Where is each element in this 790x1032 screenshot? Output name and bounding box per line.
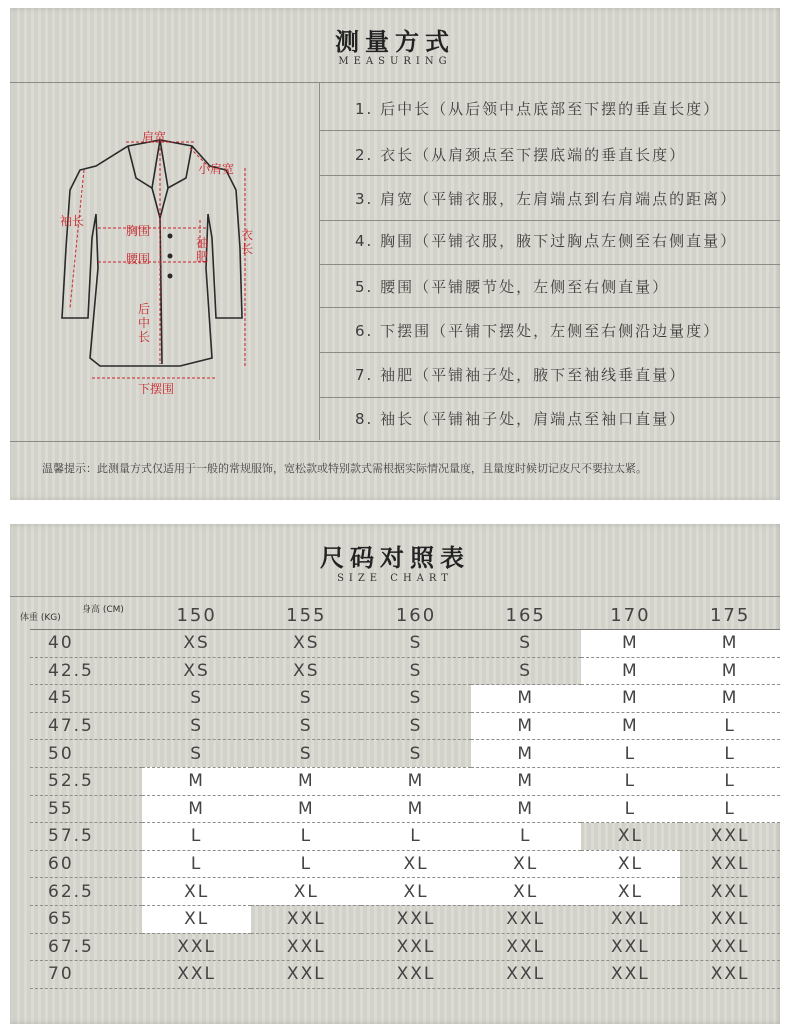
size-cell: XL: [581, 850, 681, 878]
size-cell: M: [251, 767, 361, 795]
table-row: [30, 740, 780, 768]
size-cell: XXL: [361, 961, 471, 989]
size-cell: S: [361, 740, 471, 768]
table-row: [30, 933, 780, 961]
size-cell: XL: [581, 878, 681, 906]
size-cell: S: [361, 630, 471, 658]
table-row: [30, 961, 780, 989]
label-back-3: 长: [138, 330, 151, 344]
height-col: 175: [680, 601, 780, 630]
size-cell: L: [680, 767, 780, 795]
size-cell: XXL: [680, 961, 780, 989]
weight-cell: 42.5: [30, 657, 142, 685]
size-cell: L: [142, 823, 252, 851]
size-cell: M: [680, 685, 780, 713]
size-cell: L: [581, 740, 681, 768]
size-cell: XL: [471, 850, 581, 878]
size-chart-panel: [10, 524, 780, 1024]
size-cell: M: [581, 685, 681, 713]
size-cell: S: [361, 657, 471, 685]
weight-cell: 47.5: [30, 712, 142, 740]
size-cell: XS: [251, 630, 361, 658]
label-sleeve-length: 袖长: [60, 214, 85, 228]
table-row: [30, 905, 780, 933]
size-cell: XS: [142, 630, 252, 658]
size-cell: L: [581, 767, 681, 795]
table-row: [30, 795, 780, 823]
measure-item: 6. 下摆围（平铺下摆处，左侧至右侧沿边量度）: [355, 322, 721, 340]
label-chest: 胸围: [126, 224, 151, 238]
size-cell: XXL: [361, 905, 471, 933]
size-cell: M: [471, 685, 581, 713]
weight-cell: 65: [30, 905, 142, 933]
table-row: [30, 850, 780, 878]
size-cell: L: [251, 823, 361, 851]
table-row: [30, 630, 780, 658]
size-cell: XXL: [471, 961, 581, 989]
label-sleeve-width-1: 袖: [196, 236, 209, 250]
size-cell: XXL: [471, 905, 581, 933]
size-cell: XXL: [142, 961, 252, 989]
measure-item: 3. 肩宽（平铺衣服，左肩端点到右肩端点的距离）: [355, 190, 738, 208]
label-waist: 腰围: [126, 252, 151, 266]
weight-cell: 67.5: [30, 933, 142, 961]
table-row: [30, 712, 780, 740]
label-back-2: 中: [138, 316, 151, 330]
size-cell: M: [471, 740, 581, 768]
size-cell: M: [581, 712, 681, 740]
measuring-panel: [10, 8, 780, 500]
size-cell: S: [251, 712, 361, 740]
size-cell: S: [361, 712, 471, 740]
size-cell: XXL: [680, 933, 780, 961]
size-cell: XXL: [142, 933, 252, 961]
size-cell: XXL: [251, 905, 361, 933]
height-col: 160: [361, 601, 471, 630]
label-length-1: 衣: [241, 228, 254, 242]
size-cell: S: [471, 630, 581, 658]
size-cell: M: [361, 795, 471, 823]
size-cell: L: [680, 740, 780, 768]
table-row: [30, 823, 780, 851]
height-col: 155: [251, 601, 361, 630]
measure-item: 8. 袖长（平铺袖子处，肩端点至袖口直量）: [355, 410, 687, 428]
weight-cell: 55: [30, 795, 142, 823]
size-cell: M: [581, 657, 681, 685]
size-cell: XXL: [581, 905, 681, 933]
size-cell: S: [142, 685, 252, 713]
size-cell: M: [680, 630, 780, 658]
size-cell: XXL: [680, 823, 780, 851]
size-cell: L: [251, 850, 361, 878]
weight-cell: 62.5: [30, 878, 142, 906]
tip-text: 温馨提示：此测量方式仅适用于一般的常规服饰，宽松款或特别款式需根据实际情况量度，且量度时候切记皮尺不要拉太紧。: [42, 462, 647, 475]
measure-item: 4. 胸围（平铺衣服，腋下过胸点左侧至右侧直量）: [355, 232, 738, 250]
table-row: [30, 767, 780, 795]
size-cell: XXL: [471, 933, 581, 961]
label-shoulder: 肩宽: [142, 130, 167, 144]
size-cell: XS: [251, 657, 361, 685]
size-cell: XL: [142, 878, 252, 906]
size-chart-subtitle: SIZE CHART: [337, 573, 453, 584]
size-cell: L: [471, 823, 581, 851]
weight-cell: 45: [30, 685, 142, 713]
weight-cell: 52.5: [30, 767, 142, 795]
label-back-1: 后: [138, 302, 151, 316]
size-cell: XL: [581, 823, 681, 851]
size-cell: L: [361, 823, 471, 851]
table-row: [30, 878, 780, 906]
size-cell: S: [251, 740, 361, 768]
label-sleeve-width-2: 肥: [196, 250, 209, 264]
table-header-row: [30, 601, 780, 630]
size-cell: XXL: [680, 878, 780, 906]
size-cell: S: [142, 740, 252, 768]
size-cell: XXL: [680, 905, 780, 933]
size-cell: M: [471, 767, 581, 795]
size-cell: XXL: [251, 933, 361, 961]
measuring-subtitle: MEASURING: [338, 56, 452, 67]
size-cell: M: [142, 767, 252, 795]
measuring-title: 测量方式: [335, 27, 455, 56]
size-cell: M: [680, 657, 780, 685]
weight-cell: 57.5: [30, 823, 142, 851]
size-cell: XL: [361, 878, 471, 906]
height-col: 150: [142, 601, 252, 630]
label-hem: 下摆围: [138, 382, 175, 396]
size-cell: XL: [142, 905, 252, 933]
size-cell: XXL: [361, 933, 471, 961]
measure-item: 2. 衣长（从肩颈点至下摆底端的垂直长度）: [355, 146, 687, 164]
weight-cell: 40: [30, 630, 142, 658]
size-cell: L: [680, 712, 780, 740]
size-cell: M: [471, 795, 581, 823]
label-small-shoulder: 小肩宽: [198, 162, 235, 176]
label-length-2: 长: [241, 242, 254, 256]
table-row: [30, 685, 780, 713]
size-cell: XXL: [251, 961, 361, 989]
weight-cell: 60: [30, 850, 142, 878]
divider: [10, 82, 780, 83]
weight-cell: 70: [30, 961, 142, 989]
size-cell: XXL: [680, 850, 780, 878]
size-cell: XXL: [581, 961, 681, 989]
size-cell: M: [361, 767, 471, 795]
size-cell: M: [251, 795, 361, 823]
size-cell: S: [251, 685, 361, 713]
height-col: 170: [581, 601, 681, 630]
weight-header: 体重 (KG): [20, 613, 61, 623]
size-cell: XL: [361, 850, 471, 878]
size-cell: M: [471, 712, 581, 740]
size-cell: M: [581, 630, 681, 658]
size-cell: L: [581, 795, 681, 823]
size-chart-title: 尺码对照表: [320, 543, 470, 572]
size-cell: S: [142, 712, 252, 740]
weight-cell: 50: [30, 740, 142, 768]
table-row: [30, 657, 780, 685]
size-cell: XL: [251, 878, 361, 906]
measure-item: 1. 后中长（从后领中点底部至下摆的垂直长度）: [355, 100, 721, 118]
coat-diagram: [40, 118, 290, 408]
size-cell: L: [680, 795, 780, 823]
size-cell: XXL: [581, 933, 681, 961]
size-cell: XL: [471, 878, 581, 906]
height-header: 身高 (CM): [82, 605, 124, 615]
size-cell: M: [142, 795, 252, 823]
size-table: [30, 601, 780, 989]
height-col: 165: [471, 601, 581, 630]
divider: [319, 82, 320, 440]
divider: [10, 441, 780, 442]
size-cell: S: [471, 657, 581, 685]
measure-item: 5. 腰围（平铺腰节处，左侧至右侧直量）: [355, 278, 670, 296]
size-cell: XS: [142, 657, 252, 685]
measure-item: 7. 袖肥（平铺袖子处，腋下至袖线垂直量）: [355, 366, 687, 384]
size-cell: S: [361, 685, 471, 713]
size-cell: L: [142, 850, 252, 878]
